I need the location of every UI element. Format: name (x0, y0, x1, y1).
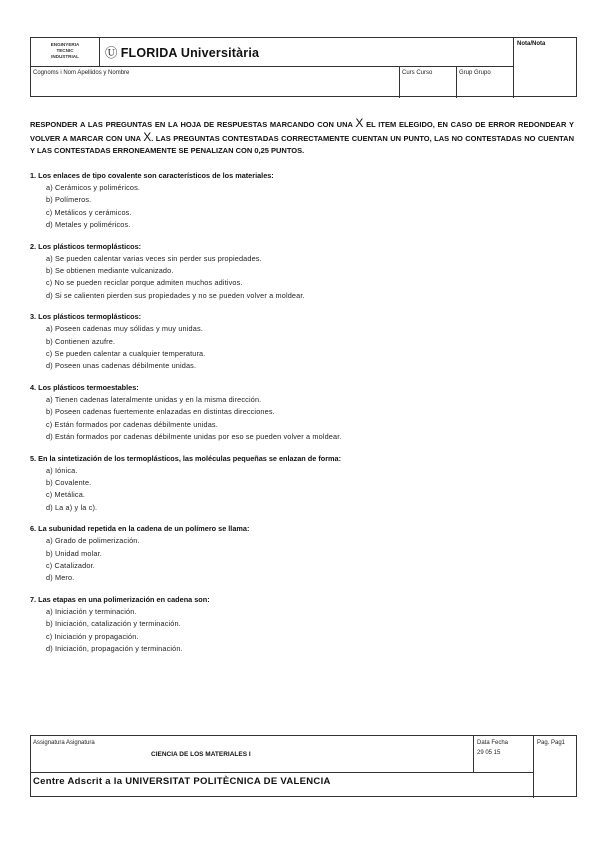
institution-name: FLORIDA Universitària (120, 46, 260, 60)
question-1 (30, 170, 570, 232)
answer-option: d) Iniciación, propagación y terminación. (46, 643, 183, 653)
answer-option: d) Están formados por cadenas débilmente unidas por eso se pueden volver a moldear. (46, 432, 342, 442)
grade-label: Nota/Nota (517, 41, 546, 47)
answer-option: a) Iniciación y terminación. (46, 606, 137, 616)
subject-label: Assignatura Asignatura (33, 740, 95, 746)
answer-option: a) Cerámicos y poliméricos. (46, 183, 141, 192)
school-line: ENGINYERIA (50, 42, 80, 47)
exam-date: 29 05 15 (477, 750, 501, 756)
question-title: 4. Los plásticos termoestables: (30, 382, 139, 392)
answer-option: b) Poseen cadenas fuertemente enlazadas en distintas direcciones. (46, 407, 275, 417)
question-3 (30, 311, 570, 373)
question-title: 6. La subunidad repetida en la cadena de un polímero se llama: (30, 524, 250, 534)
divider (31, 66, 513, 67)
answer-option: c) Están formados por cadenas débilmente unidas. (46, 419, 218, 429)
answer-option: d) Poseen unas cadenas débilmente unidas. (46, 361, 197, 371)
answer-option: c) Se pueden calentar a cualquier temperatura. (46, 349, 206, 359)
x-mark: X (355, 116, 364, 130)
answer-option: b) Polímeros. (46, 195, 92, 205)
answer-option: c) No se pueden reciclar porque admiten muchos aditivos. (46, 278, 243, 288)
question-title: 1. Los enlaces de tipo covalente son característicos de los materiales: (30, 171, 274, 180)
answer-option: a) Iónica. (46, 465, 78, 475)
question-7 (30, 594, 570, 656)
school-name (31, 38, 99, 66)
divider (513, 38, 514, 98)
name-field-label: Cognoms i Nom Apellidos y Nombre (33, 70, 130, 76)
course-field-label: Curs Curso (402, 70, 433, 76)
centre-affiliation: Centre Adscrit a la UNIVERSITAT POLITÈCNICA DE VALENCIA (33, 776, 331, 787)
answer-option: a) Poseen cadenas muy sólidas y muy unidas. (46, 324, 203, 334)
answer-option: a) Tienen cadenas lateralmente unidas y en la misma dirección. (46, 394, 262, 404)
divider (533, 736, 534, 798)
answer-option: c) Iniciación y propagación. (46, 631, 139, 641)
school-line: TECNIC (56, 48, 74, 53)
question-4 (30, 382, 570, 444)
divider (473, 736, 474, 772)
answer-option: b) Unidad molar. (46, 548, 102, 558)
question-5 (30, 453, 570, 515)
answer-option: d) La a) y la c). (46, 502, 98, 512)
date-label: Data Fecha (477, 740, 509, 746)
question-title: 3. Los plásticos termoplásticos: (30, 312, 142, 322)
answer-option: c) Catalizador. (46, 560, 95, 570)
questions-list (30, 170, 570, 664)
question-6 (30, 523, 570, 585)
divider (456, 66, 457, 98)
question-2 (30, 241, 570, 303)
answer-option: d) Mero. (46, 573, 75, 583)
exam-header (30, 37, 577, 97)
answer-option: a) Se pueden calentar varias veces sin perder sus propiedades. (46, 253, 262, 263)
instructions-text: . LAS PREGUNTAS CONTESTADAS CORRECTAMENTE CUENTAN UN PUNTO, LAS NO CONTESTADAS NO CUENTAN Y LAS CONTESTADAS ERRONEAMENTE SE PENALIZAN CON 0,25 PUNTOS. (30, 134, 574, 156)
divider (99, 38, 100, 66)
subject-name: CIENCIA DE LOS MATERIALES I (151, 751, 251, 758)
answer-option: c) Metálicos y cerámicos. (46, 207, 132, 217)
answer-option: b) Se obtienen mediante vulcanizado. (46, 266, 174, 276)
x-mark: X (143, 130, 152, 145)
exam-footer (30, 735, 577, 797)
divider (399, 66, 400, 98)
answer-option: d) Metales y poliméricos. (46, 220, 131, 230)
instructions-text: RESPONDER A LAS PREGUNTAS EN LA HOJA DE RESPUESTAS MARCANDO CON UNA (30, 120, 356, 129)
answer-option: d) Si se calienten pierden sus propiedades y no se pueden volver a moldear. (46, 290, 305, 300)
divider (31, 772, 533, 773)
page-number-label: Pag. Pag1 (537, 740, 566, 746)
question-title: 2. Los plásticos termoplásticos: (30, 241, 142, 251)
answer-option: b) Covalente. (46, 477, 92, 487)
exam-instructions (30, 117, 574, 158)
group-field-label: Grup Grupo (459, 70, 491, 76)
question-title: 5. En la sintetización de los termoplásticos, las moléculas pequeñas se enlazan de forma: (30, 453, 342, 463)
instructions-text: EL ITEM ELEGIDO, EN CASO DE ERROR REDONDEAR Y VOLVER A MARCAR CON UNA (30, 120, 574, 144)
answer-option: b) Contienen azufre. (46, 336, 116, 346)
answer-option: c) Metálica. (46, 490, 86, 500)
answer-option: b) Iniciación, catalización y terminación. (46, 619, 181, 629)
florida-logo-icon: Ⓤ (105, 46, 118, 60)
question-title: 7. Las etapas en una polimerización en cadena son: (30, 594, 210, 604)
school-line: INDUSTRIAL (51, 54, 79, 59)
answer-option: a) Grado de polimerización. (46, 536, 140, 546)
institution-title (105, 43, 259, 61)
